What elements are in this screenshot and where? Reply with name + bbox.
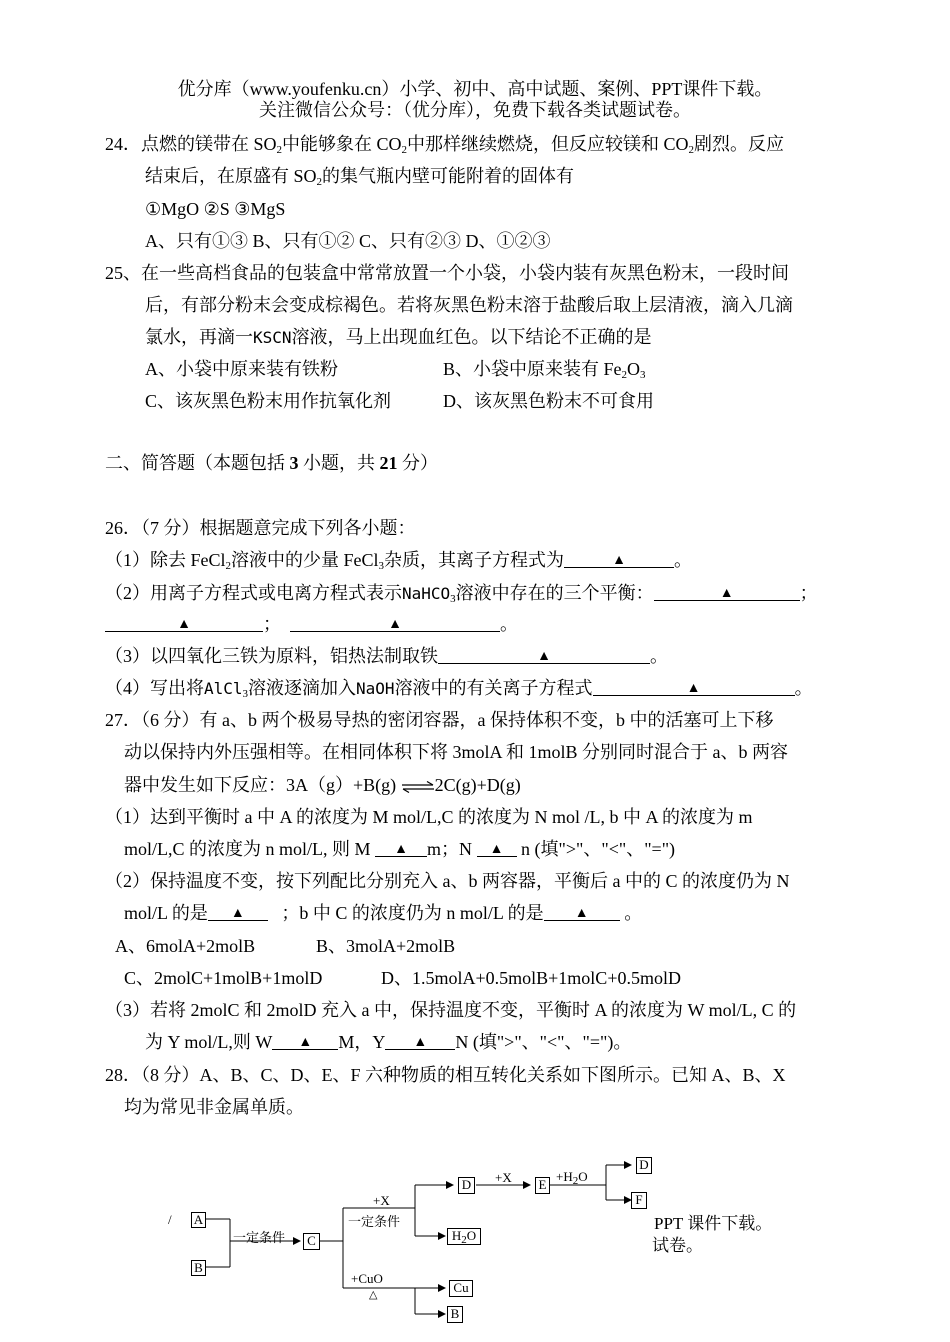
- q26-part-3: （3）以四氧化三铁为原料，铝热法制取铁 ▲ 。: [105, 646, 668, 666]
- q27-option-b: B、3molA+2molB: [316, 936, 456, 956]
- q26-part-2-continued: ▲ ； ▲ 。: [105, 613, 518, 635]
- q27-line-2: 动以保持内外压强相等。在相同体积下将 3molA 和 1molB 分别同时混合于 a、b 两容: [124, 742, 789, 762]
- q27-part-3-line-2: 为 Y mol/L,则 W ▲ M，Y ▲ N (填">"、"<"、"=")。: [145, 1032, 632, 1052]
- answer-blank[interactable]: ▲: [438, 645, 650, 664]
- node-b-product: B: [447, 1306, 463, 1323]
- node-c: C: [303, 1233, 320, 1250]
- heat-icon: △: [369, 1289, 378, 1301]
- q28-line-1: 28．（8 分）A、B、C、D、E、F 六种物质的相互转化关系如下图所示。已知 A、B、X: [105, 1065, 786, 1085]
- q26-part-2: （2）用离子方程式或电离方程式表示NaHCO$_3$溶液中存在的三个平衡： ▲ ；: [105, 583, 818, 605]
- q24-number: 24．: [105, 134, 141, 154]
- node-a: A: [191, 1212, 206, 1228]
- plus-h2o-label: $+H_2O$: [556, 1169, 588, 1187]
- node-d-product: D: [636, 1157, 652, 1174]
- answer-blank[interactable]: ▲: [544, 902, 620, 921]
- plus-x-label: +X: [373, 1193, 390, 1208]
- section-2-title: 二、简答题（本题包括 3 小题，共 21 分）: [105, 453, 438, 473]
- answer-blank[interactable]: ▲: [654, 582, 800, 601]
- q27-part-1-line-2: mol/L,C 的浓度为 n mol/L, 则 M ▲ m；N ▲ n (填">"、"<"、"="): [124, 839, 676, 859]
- q27-option-a: A、6molA+2molB: [115, 936, 256, 956]
- q25-option-c: C、该灰黑色粉末用作抗氧化剂: [145, 391, 392, 411]
- answer-blank[interactable]: ▲: [593, 677, 795, 696]
- node-b: B: [191, 1260, 206, 1276]
- answer-blank[interactable]: ▲: [477, 838, 517, 857]
- conversion-diagram: [0, 1140, 950, 1342]
- q25-option-a: A、小袋中原来装有铁粉: [145, 359, 338, 379]
- q27-option-c: C、2molC+1molB+1molD: [124, 968, 323, 988]
- q25-line-3: 氯水，再滴一KSCN溶液，马上出现血红色。以下结论不正确的是: [145, 327, 652, 347]
- watermark-overlay-2: 试卷。: [652, 1236, 703, 1255]
- answer-blank[interactable]: ▲: [290, 613, 500, 632]
- node-f: F: [631, 1192, 647, 1209]
- node-cu: Cu: [449, 1280, 473, 1297]
- condition-label-1: 一定条件: [233, 1230, 286, 1245]
- q24-options: A、只有①③ B、只有①② C、只有②③ D、①②③: [145, 231, 551, 251]
- q27-option-d: D、1.5molA+0.5molB+1molC+0.5molD: [381, 968, 681, 988]
- answer-blank[interactable]: ▲: [208, 902, 268, 921]
- plus-x-label-2: +X: [495, 1170, 512, 1185]
- q24-line-2: 结束后，在原盛有 $SO_2$的集气瓶内壁可能附着的固体有: [145, 166, 575, 188]
- q26-head: 26．（7 分）根据题意完成下列各小题：: [105, 518, 416, 538]
- q28-line-2: 均为常见非金属单质。: [124, 1097, 304, 1117]
- node-h2o: $H_2O$: [447, 1228, 481, 1245]
- plus-cuo-label: +CuO: [351, 1271, 383, 1286]
- answer-blank[interactable]: ▲: [564, 549, 674, 568]
- q27-line-1: 27．（6 分）有 a、b 两个极易导热的密闭容器，a 保持体积不变，b 中的活塞可上下移: [105, 710, 774, 730]
- q25-option-b: B、小袋中原来装有 $Fe_2O_3$: [443, 359, 646, 381]
- q25-option-d: D、该灰黑色粉末不可食用: [443, 391, 654, 411]
- condition-label-2: 一定条件: [348, 1214, 401, 1229]
- q27-line-3: 器中发生如下反应：3A（g）+B(g) 2C(g)+D(g): [124, 775, 521, 795]
- q27-part-2-line-2: mol/L 的是 ▲ ；b 中 C 的浓度仍为 n mol/L 的是 ▲ 。: [124, 903, 643, 923]
- node-d: D: [458, 1177, 475, 1194]
- reversible-arrow-icon: [401, 781, 435, 793]
- node-e: E: [535, 1177, 550, 1194]
- answer-blank[interactable]: ▲: [272, 1031, 338, 1050]
- q24-line-3: ①MgO ②S ③MgS: [145, 199, 286, 219]
- q24-line-1: 24．点燃的镁带在 $SO_2$中能够象在 $CO_2$中那样继续燃烧，但反应较镁和 $CO_2$剧烈。反应: [105, 134, 785, 156]
- watermark-overlay-1: PPT 课件下载。: [654, 1214, 773, 1233]
- q25-line-1: 25、在一些高档食品的包装盒中常常放置一个小袋，小袋内装有灰黑色粉末，一段时间: [105, 263, 789, 283]
- header-line-1: 优分库（www.youfenku.cn）小学、初中、高中试题、案例、PPT课件下载。: [177, 79, 773, 99]
- header-line-2: 关注微信公众号：（优分库），免费下载各类试题试卷。: [259, 100, 691, 120]
- q27-part-3-line-1: （3）若将 2molC 和 2molD 充入 a 中，保持温度不变，平衡时 A 的浓度为 W mol/L, C 的: [105, 1000, 797, 1020]
- answer-blank[interactable]: ▲: [105, 613, 263, 632]
- q26-part-1: （1）除去 FeCl$_2$溶液中的少量 FeCl$_3$杂质，其离子方程式为 ▲ 。: [105, 550, 693, 572]
- q25-line-2: 后，有部分粉末会变成棕褐色。若将灰黑色粉末溶于盐酸后取上层清液，滴入几滴: [145, 295, 793, 315]
- diagram-tick-mark: /: [168, 1212, 172, 1227]
- q26-part-4: （4）写出将AlCl$_3$溶液逐滴加入NaOH溶液中的有关离子方程式 ▲ 。: [105, 678, 813, 700]
- answer-blank[interactable]: ▲: [385, 1031, 455, 1050]
- q27-part-1-line-1: （1）达到平衡时 a 中 A 的浓度为 M mol/L,C 的浓度为 N mol /L, b 中 A 的浓度为 m: [105, 807, 753, 827]
- q27-part-2-line-1: （2）保持温度不变，按下列配比分别充入 a、b 两容器，平衡后 a 中的 C 的浓度仍为 N: [105, 871, 790, 891]
- answer-blank[interactable]: ▲: [375, 838, 427, 857]
